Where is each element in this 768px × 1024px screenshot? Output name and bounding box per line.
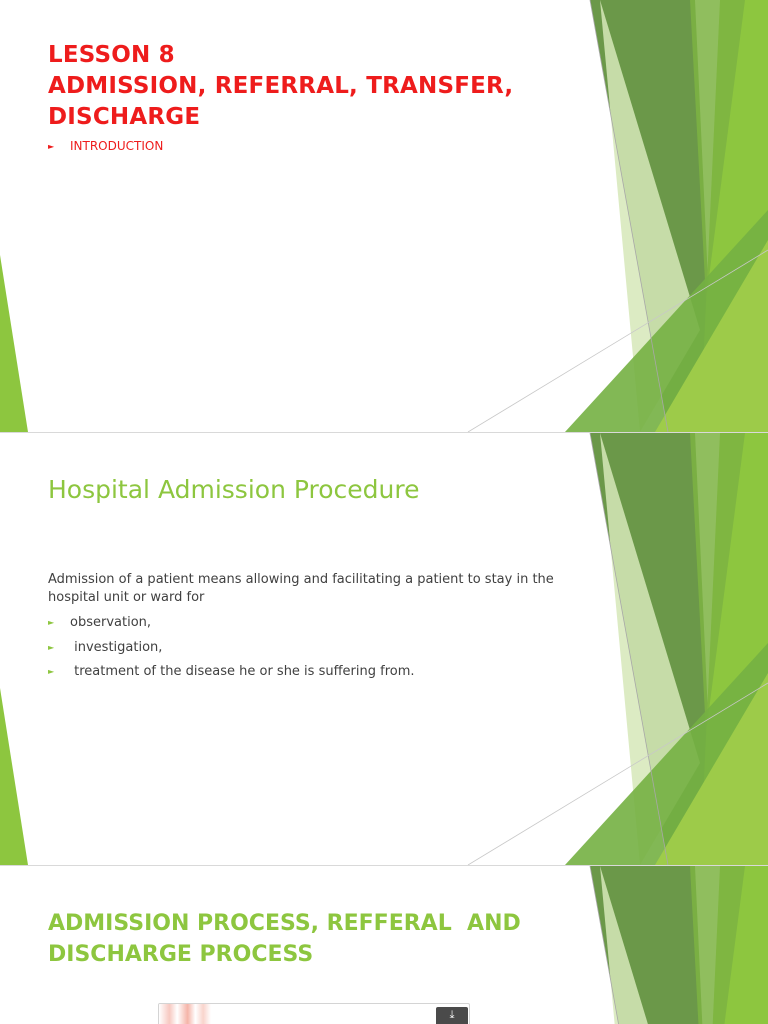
lesson-title: [48, 40, 513, 133]
arrow-bullet-icon: ►: [48, 618, 55, 627]
download-button[interactable]: [436, 1007, 468, 1024]
bullet-label: treatment of the disease he or she is suffering from.: [70, 664, 415, 679]
bullet-item-observation: [48, 615, 151, 630]
body-paragraph: Admission of a patient means allowing and facilitating a patient to stay in the hospital unit or ward for: [48, 572, 554, 605]
title-line-1: ADMISSION PROCESS, REFFERAL AND: [48, 911, 521, 936]
bullet-item-investigation: [48, 640, 162, 655]
download-icon: ⤓: [449, 1008, 455, 1021]
bullet-label: observation,: [70, 615, 152, 630]
slide-3: [0, 866, 768, 1024]
arrow-bullet-icon: ►: [48, 643, 55, 652]
arrow-bullet-icon: ►: [48, 667, 55, 676]
slide-title: [48, 908, 521, 970]
title-line-1: LESSON 8: [48, 42, 175, 68]
slide-2: [0, 433, 768, 865]
embedded-document-preview[interactable]: [158, 1003, 470, 1024]
title-line-3: DISCHARGE: [48, 104, 201, 130]
slide-title: Hospital Admission Procedure: [48, 475, 420, 504]
document-thumbnail-stripe: [159, 1004, 211, 1024]
bullet-item-treatment: [48, 664, 415, 679]
bullet-label: investigation,: [70, 640, 163, 655]
slide-1: [0, 0, 768, 432]
title-line-2: ADMISSION, REFERRAL, TRANSFER,: [48, 73, 514, 99]
bullet-label: INTRODUCTION: [70, 139, 164, 153]
bullet-item-introduction: [48, 139, 163, 153]
title-line-2: DISCHARGE PROCESS: [48, 942, 314, 967]
arrow-bullet-icon: ►: [48, 141, 55, 151]
